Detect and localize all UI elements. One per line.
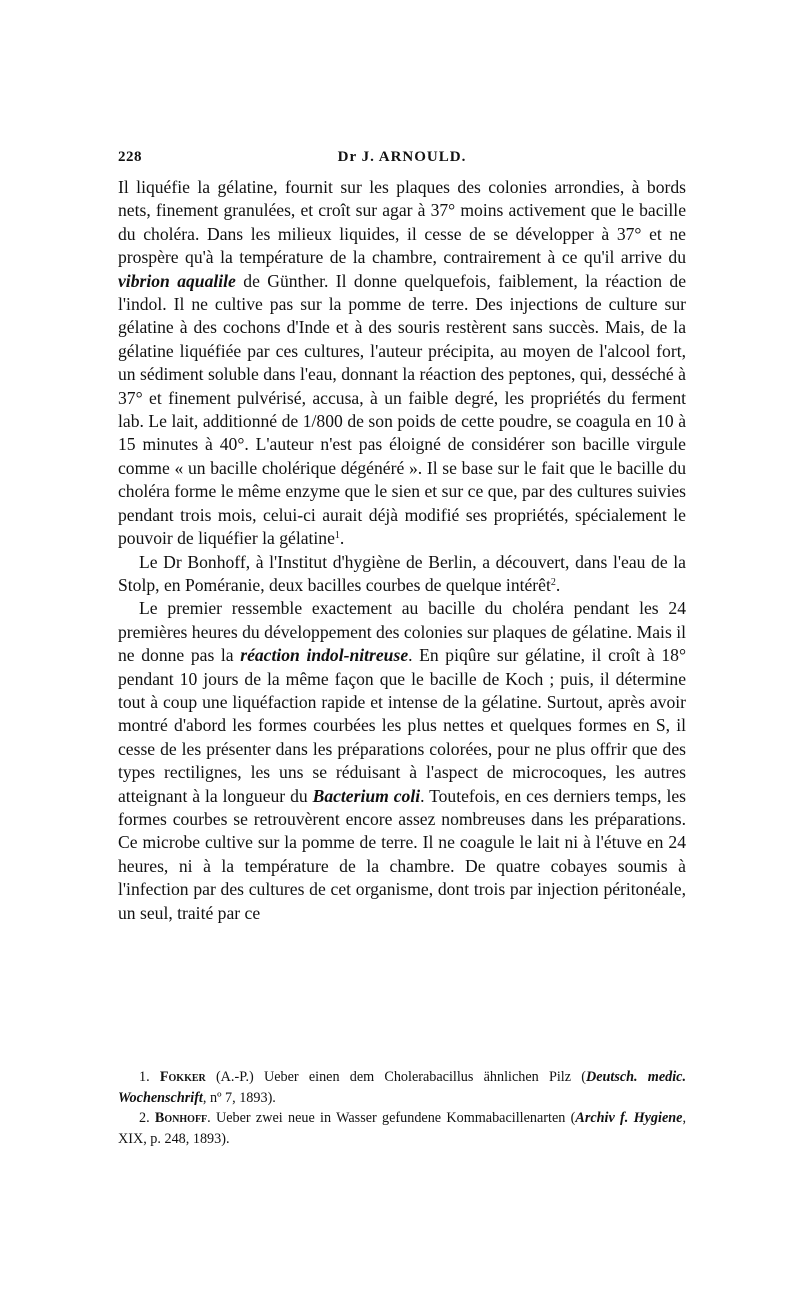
footnote-text: . Ueber zwei neue in Wasser gefundene Kommabacillenarten ( [207, 1110, 576, 1126]
footnote-1 [118, 1067, 686, 1108]
text-run: . Toutefois, en ces derniers temps, les formes courbes se retrouvèrent encore assez nombreuses dans les préparations. Ce microbe cultive sur la pomme de terre. Il ne coagule le lait ni à l'étuve en 24 heures, ni à la température de la chambre. De quatre cobayes soumis à l'infection par des cultures de cet organisme, dont trois par injection péritonéale, un seul, traité par ce [118, 785, 686, 923]
paragraph-2 [118, 551, 686, 598]
footnote-marker: 1. [139, 1069, 150, 1085]
text-run: . [339, 528, 345, 549]
footnote-text: , nº 7, 1893). [202, 1089, 276, 1106]
text-run: . [555, 574, 561, 595]
footnotes [118, 1067, 686, 1149]
page-number: 228 [118, 149, 142, 165]
italic-term: vibrion aqualile [118, 270, 236, 291]
paragraph-1 [118, 176, 686, 551]
footnote-journal: Deutsch. medic. Wochenschrift [118, 1069, 687, 1106]
text-run: Le premier ressemble exactement au bacille du choléra pendant les 24 premières heures du développement des colonies sur plaques de gélatine. Mais il ne donne pas la [118, 598, 686, 666]
footnote-text: , XIX, p. 248, 1893). [118, 1110, 687, 1147]
text-run: Le Dr Bonhoff, à l'Institut d'hygiène de Berlin, a découvert, dans l'eau de la Stolp, en Poméranie, deux bacilles courbes de quelque intérêt [118, 551, 686, 595]
text-run: Il liquéfie la gélatine, fournit sur les plaques des colonies arrondies, à bords nets, finement granulées, et croît sur agar à 37° moins activement que le bacille du choléra. Dans les milieux liquides, il cesse de se développer à 37° et ne prospère qu'à la température de la chambre, contrairement à ce qu'il arrive du [118, 177, 686, 268]
footnote-journal: Archiv f. Hygiene [575, 1110, 683, 1126]
italic-term: Bacterium coli [312, 785, 421, 806]
footnote-ref-2: 2 [550, 576, 556, 588]
running-head: Dr J. ARNOULD. [337, 149, 467, 165]
footnote-marker: 2. [139, 1110, 150, 1126]
footnote-text: (A.-P.) Ueber einen dem Cholerabacillus ähnlichen Pilz ( [205, 1069, 586, 1085]
text-run: de Günther. Il donne quelquefois, faiblement, la réaction de l'indol. Il ne cultive pas sur la pomme de terre. Des injections de culture sur gélatine à des cochons d'Inde et à des souris restèrent sans succès. Mais, de la gélatine liquéfiée par ces cultures, l'auteur précipita, au moyen de l'alcool fort, un sédiment soluble dans l'eau, donnant la réaction des peptones, qui, desséché à 37° et finement pulvérisé, accusa, à un faible degré, les propriétés du ferment lab. Le lait, additionné de 1/800 de son poids de cette poudre, se coagula en 10 à 15 minutes à 40°. L'auteur n'est pas éloigné de considérer son bacille virgule comme « un bacille cholérique dégénéré ». Il se base sur le fait que le bacille du choléra forme le même enzyme que le sien et sur ce que, par des cultures suivies pendant trois mois, celui-ci aurait déjà modifié ses propriétés, spécialement le pouvoir de liquéfier la gélatine [118, 270, 687, 549]
footnote-ref-1: 1 [334, 530, 340, 542]
footnote-author: Bonhoff [154, 1110, 208, 1126]
italic-term: réaction indol-nitreuse [240, 645, 409, 666]
footnote-author: Fokker [159, 1069, 206, 1085]
body-text [118, 176, 686, 925]
footnote-2 [118, 1108, 686, 1149]
page-header [118, 149, 686, 171]
text-run: . En piqûre sur gélatine, il croît à 18° pendant 10 jours de la même façon que le bacille de Koch ; puis, il détermine tout à coup une liquéfaction rapide et intense de la gélatine. Surtout, après avoir montré d'abord les formes courbées les plus nettes et quelques formes en S, il cesse de les présenter dans les préparations colorées, pour ne plus offrir que des types rectilignes, les uns se réduisant à l'aspect de microcoques, les autres atteignant à la longueur du [118, 645, 686, 806]
paragraph-3 [118, 597, 686, 925]
